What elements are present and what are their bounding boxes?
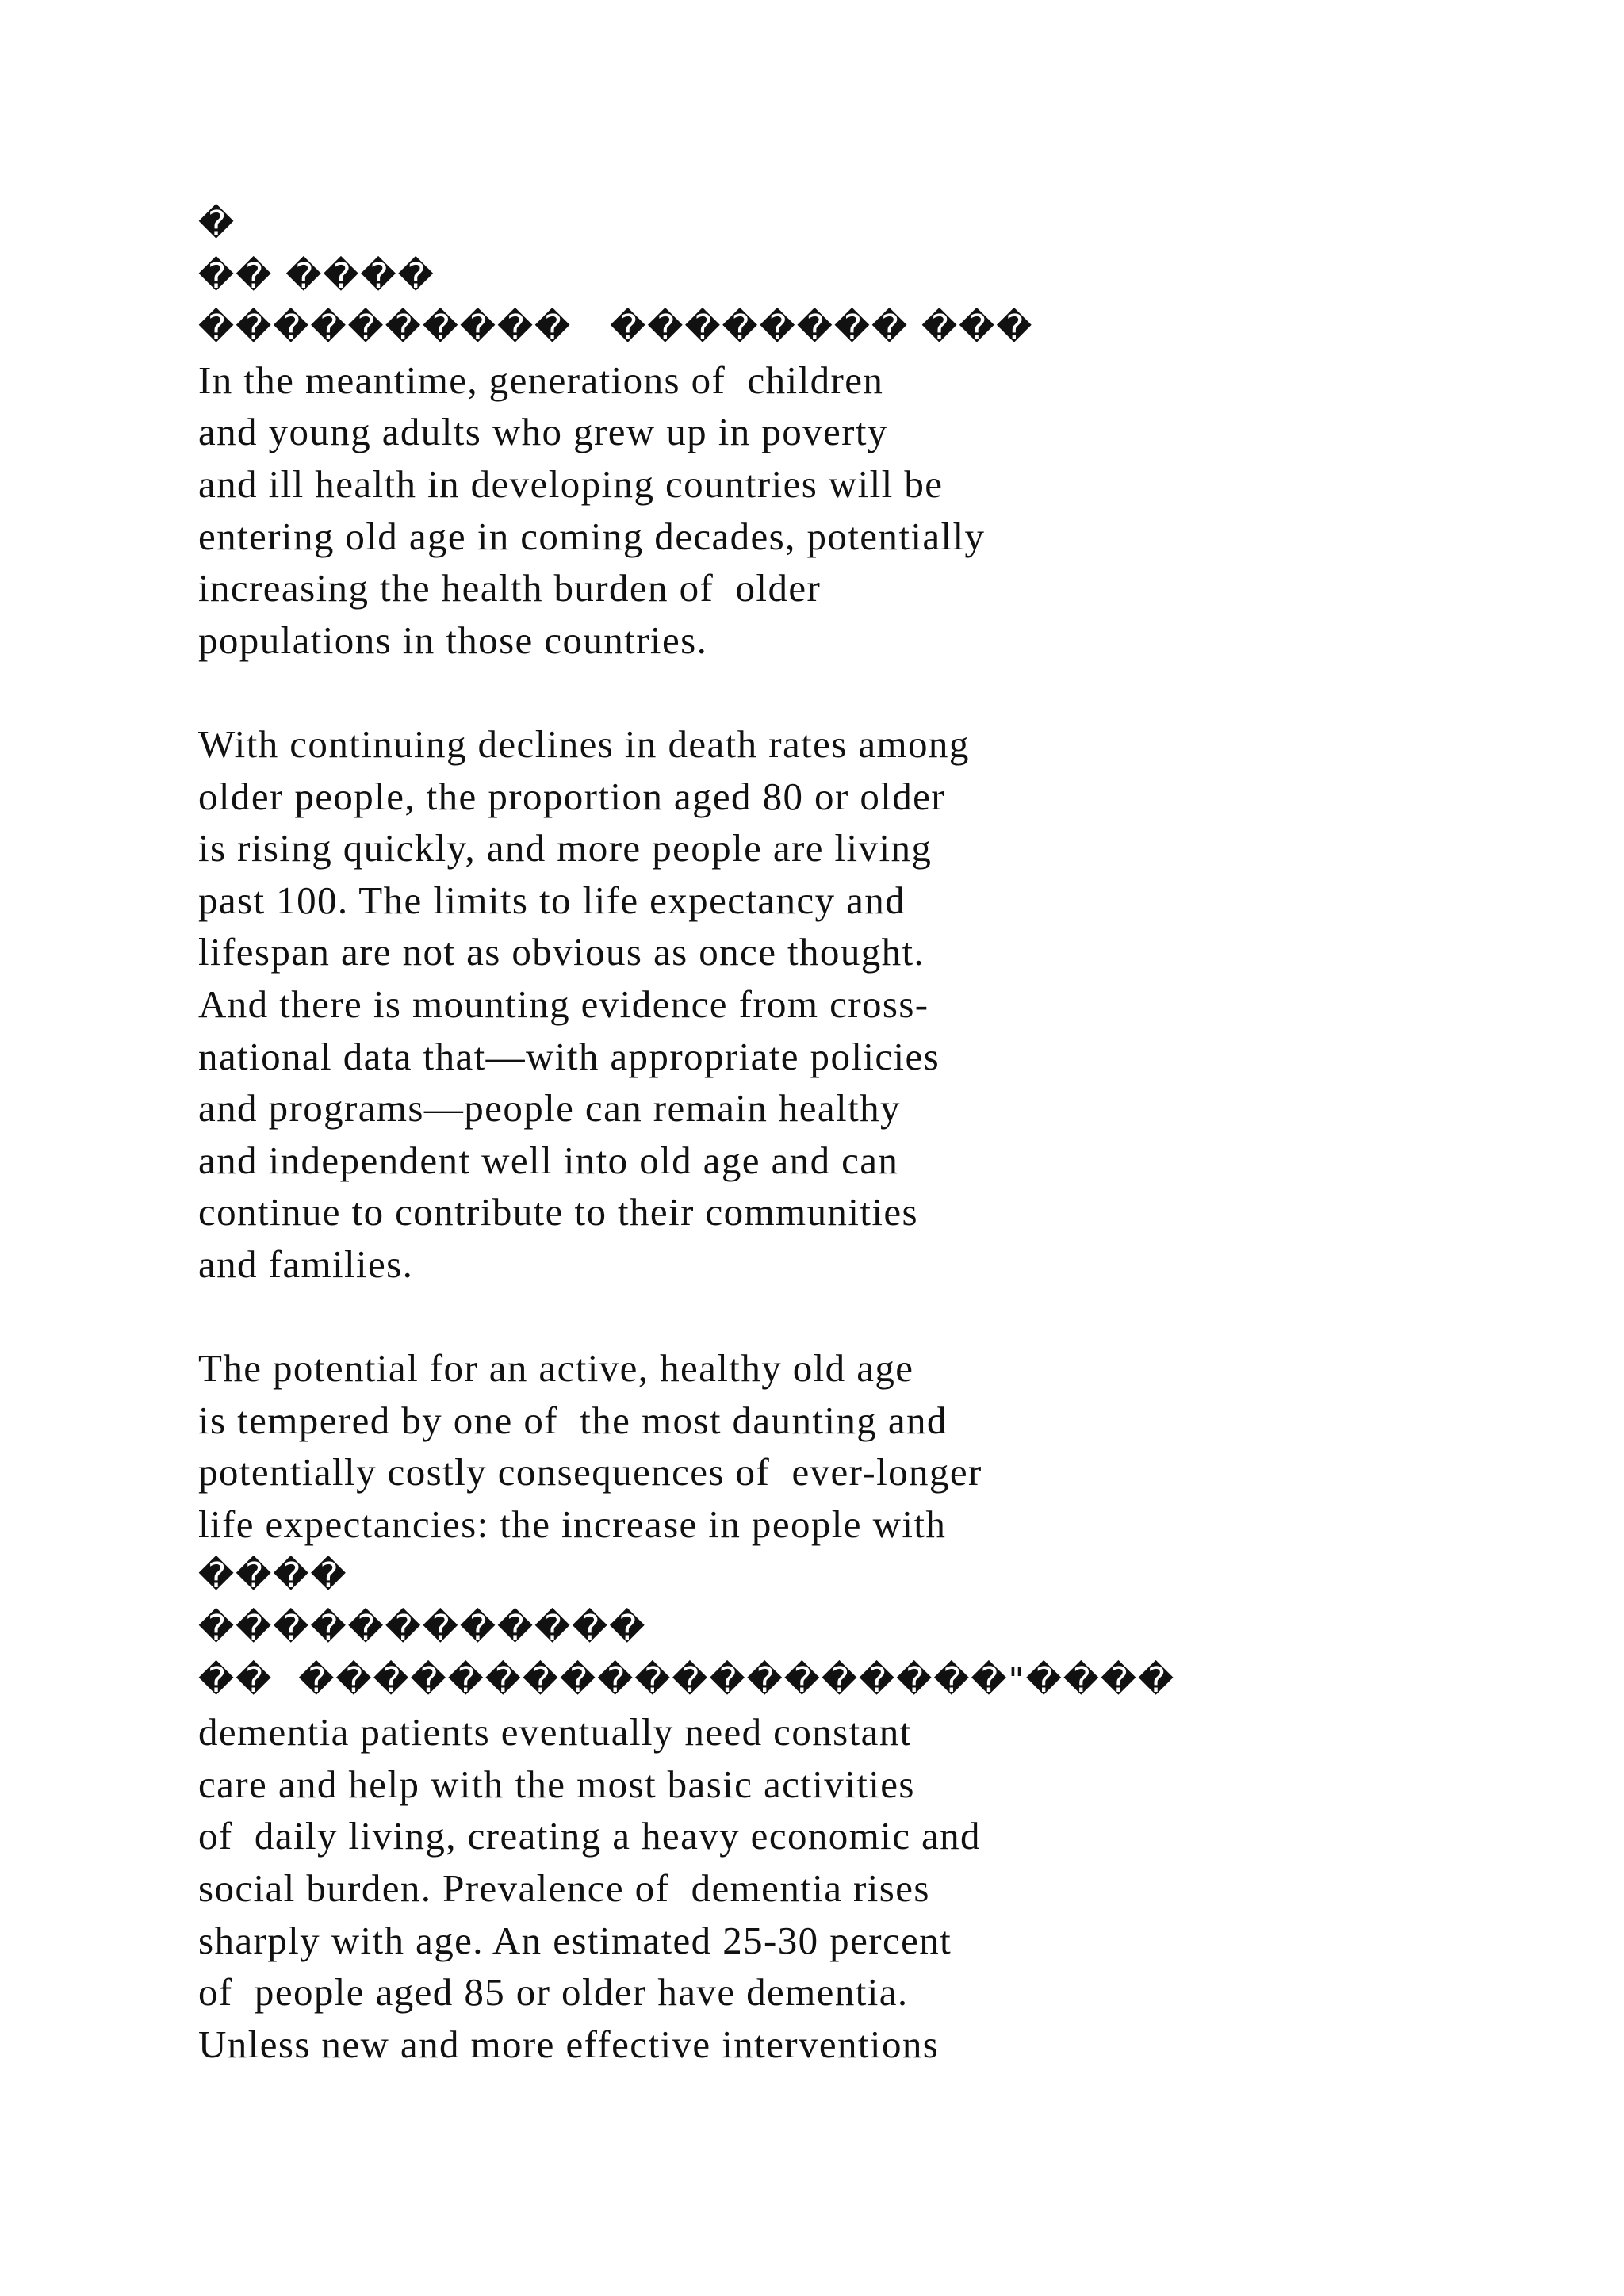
text-line: past 100. The limits to life expectancy and (198, 878, 906, 922)
text-line: populations in those countries. (198, 618, 708, 662)
blank-line (198, 666, 1435, 718)
text-line: � (198, 204, 236, 244)
text-line: increasing the health burden of older (198, 566, 822, 610)
text-line: social burden. Prevalence of dementia rises (198, 1866, 930, 1910)
text-line: entering old age in coming decades, potentially (198, 514, 986, 558)
blank-line (198, 1290, 1435, 1342)
text-line: In the meantime, generations of children (198, 358, 884, 402)
text-line: ���������� �������� ��� (198, 308, 1034, 349)
text-line: �� �������������������"���� (198, 1659, 1176, 1701)
text-line: life expectancies: the increase in people with (198, 1502, 947, 1546)
text-line: national data that—with appropriate policies (198, 1034, 940, 1078)
text-line: With continuing declines in death rates among (198, 721, 970, 766)
text-line: ������������ (198, 1608, 647, 1649)
text-line: care and help with the most basic activities (198, 1762, 915, 1806)
text-line: sharply with age. An estimated 25-30 percent (198, 1918, 952, 1962)
text-line: is tempered by one of the most daunting and (198, 1398, 948, 1442)
text-line: dementia patients eventually need constant (198, 1710, 912, 1755)
text-line: potentially costly consequences of ever-longer (198, 1450, 982, 1494)
text-line: �� ���� (198, 255, 435, 297)
text-line: of people aged 85 or older have dementia. (198, 1970, 909, 2015)
text-line: and programs—people can remain healthy (198, 1086, 901, 1131)
text-line: The potential for an active, healthy old age (198, 1346, 914, 1391)
text-line: Unless new and more effective interventions (198, 2022, 940, 2066)
text-line: and families. (198, 1242, 414, 1286)
text-line: continue to contribute to their communities (198, 1190, 918, 1234)
text-line: and young adults who grew up in poverty (198, 410, 888, 454)
text-line: And there is mounting evidence from cross- (198, 982, 929, 1026)
text-line: older people, the proportion aged 80 or older (198, 774, 946, 818)
text-line: ���� (198, 1556, 348, 1597)
text-line: of daily living, creating a heavy economic and (198, 1814, 981, 1858)
text-line: and ill health in developing countries will be (198, 461, 944, 506)
text-line: is rising quickly, and more people are living (198, 826, 933, 871)
text-line: and independent well into old age and can (198, 1138, 899, 1182)
body-text (198, 198, 1435, 2070)
text-line: lifespan are not as obvious as once thought. (198, 930, 925, 974)
